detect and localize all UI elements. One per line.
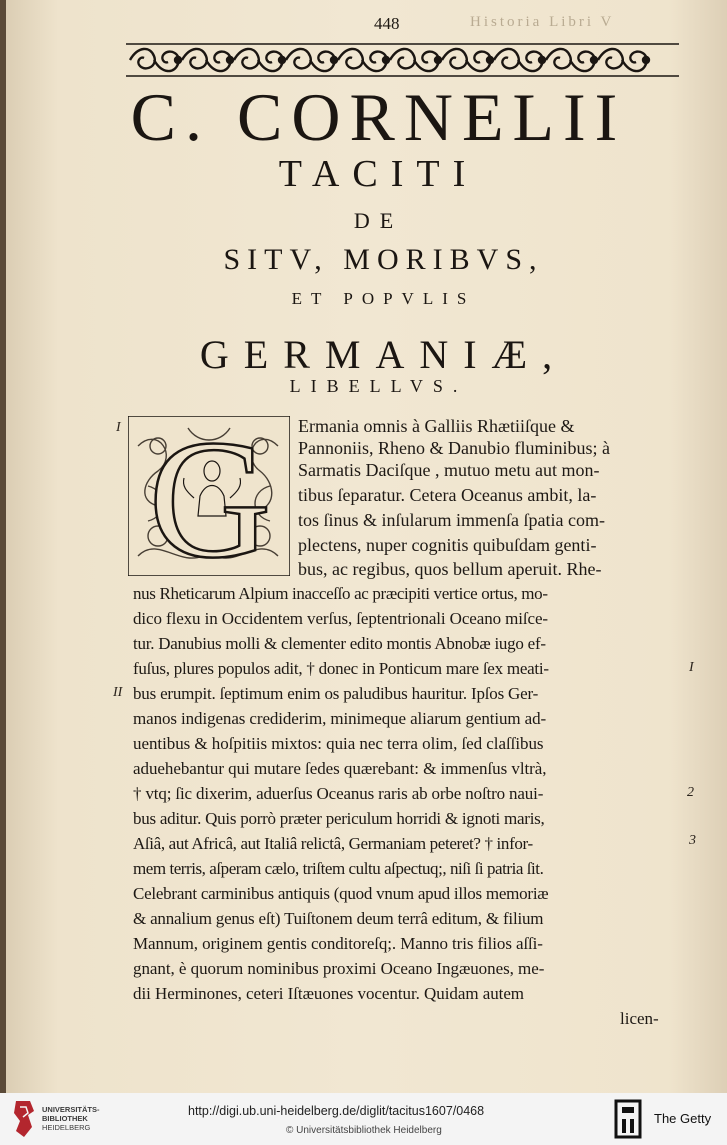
text-line: Pannoniis, Rheno & Danubio fluminibus; à: [298, 438, 610, 458]
text-line: uentibus & hoſpitiis mixtos: quia nec terra olim, ſed claſſibus: [133, 734, 544, 753]
text-line: nus Rheticarum Alpium inacceſſo ac præcipiti vertice ortus, mo-: [133, 584, 548, 603]
institution-line: HEIDELBERG: [42, 1123, 91, 1132]
text-line: bus, ac regibus, quos bellum aperuit. Rhe-: [298, 559, 602, 579]
text-line: tos ſinus & inſularum immenſa ſpatia com-: [298, 510, 605, 530]
text-line: aduehebantur qui mutare ſedes quærebant: & immenſus vltrà,: [133, 759, 547, 778]
text-line: mem terris, aſperam cælo, triſtem cultu aſpectuq;, niſi ſi patria ſit.: [133, 859, 544, 878]
institution-line: UNIVERSITÄTS-: [42, 1105, 100, 1114]
title-author-surname: TACITI: [278, 153, 479, 195]
text-line: bus aditur. Quis porrò præter periculum horridi & ignoti maris,: [133, 809, 545, 828]
text-line: † vtq; ſic dixerim, aduerſus Oceanus raris ab orbe noſtro naui-: [133, 784, 544, 803]
getty-label[interactable]: The Getty: [654, 1111, 712, 1126]
margin-note: 2: [687, 785, 694, 800]
text-line: tibus ſeparatur. Cetera Oceanus ambit, la-: [298, 485, 597, 505]
title-libellus: LIBELLVS.: [289, 376, 468, 396]
text-line: & annalium genus eſt) Tuiſtonem deum terrâ editum, & filium: [133, 909, 544, 928]
text-line: manos indigenas crediderim, minimeque aliarum gentium ad-: [133, 709, 547, 728]
ornamental-band-icon: [126, 42, 679, 78]
title-author: C. CORNELII: [130, 79, 627, 155]
getty-logo-icon[interactable]: [614, 1099, 642, 1139]
title-de: DE: [353, 208, 404, 233]
institution-name[interactable]: [42, 1105, 100, 1132]
text-line: gnant, è quorum nominibus proximi Oceano Ingæuones, me-: [133, 959, 545, 978]
initial-letter: G: [148, 416, 272, 576]
text-line: dii Herminones, ceteri Iſtæuones vocentur. Quidam autem: [133, 984, 524, 1003]
text-line: licen-: [620, 1009, 659, 1028]
text-line: Mannum, originem gentis conditoreſq;. Manno tris filios aſſi-: [133, 934, 543, 953]
decorated-initial-icon: [128, 416, 290, 576]
text-line: dico flexu in Occidentem verſus, ſeptentrionali Oceano miſce-: [133, 609, 548, 628]
text-line: Ermania omnis à Galliis Rhætiiſque &: [298, 416, 575, 436]
text-line: Sarmatis Daciſque , mutuo metu aut mon-: [298, 460, 600, 480]
heidelberg-lion-logo-icon[interactable]: [10, 1097, 38, 1141]
permalink-url[interactable]: http://digi.ub.uni-heidelberg.de/diglit/tacitus1607/0468: [188, 1104, 485, 1118]
text-line: tur. Danubius molli & clementer edito montis Abnobæ iugo ef-: [133, 634, 546, 653]
text-line: bus erumpit. ſeptimum enim os paludibus hauritur. Ipſos Ger-: [133, 684, 539, 703]
page-number: 448: [374, 14, 400, 33]
institution-line: BIBLIOTHEK: [42, 1114, 88, 1123]
bleed-through-text: Historia Libri V: [470, 14, 615, 30]
title-et-populis: ET POPVLIS: [291, 289, 476, 308]
text-line: Celebrant carminibus antiquis (quod vnum apud illos memoriæ: [133, 884, 549, 903]
margin-note: II: [113, 685, 123, 700]
text-line: fuſus, plures populos adit, † donec in Ponticum mare ſex meati-: [133, 659, 549, 678]
text-line: plectens, nuper cognitis quibuſdam genti-: [298, 535, 597, 555]
margin-note: 3: [689, 833, 696, 848]
margin-note: I: [116, 420, 121, 435]
copyright-notice: © Universitätsbibliothek Heidelberg: [286, 1125, 442, 1136]
margin-note: I: [689, 660, 694, 675]
title-situ: SITV, MORIBVS,: [223, 243, 544, 276]
text-line: Aſiâ, aut Africâ, aut Italiâ relictâ, Germaniam peteret? † infor-: [133, 834, 533, 853]
title-germaniae: GERMANIÆ,: [199, 332, 568, 377]
